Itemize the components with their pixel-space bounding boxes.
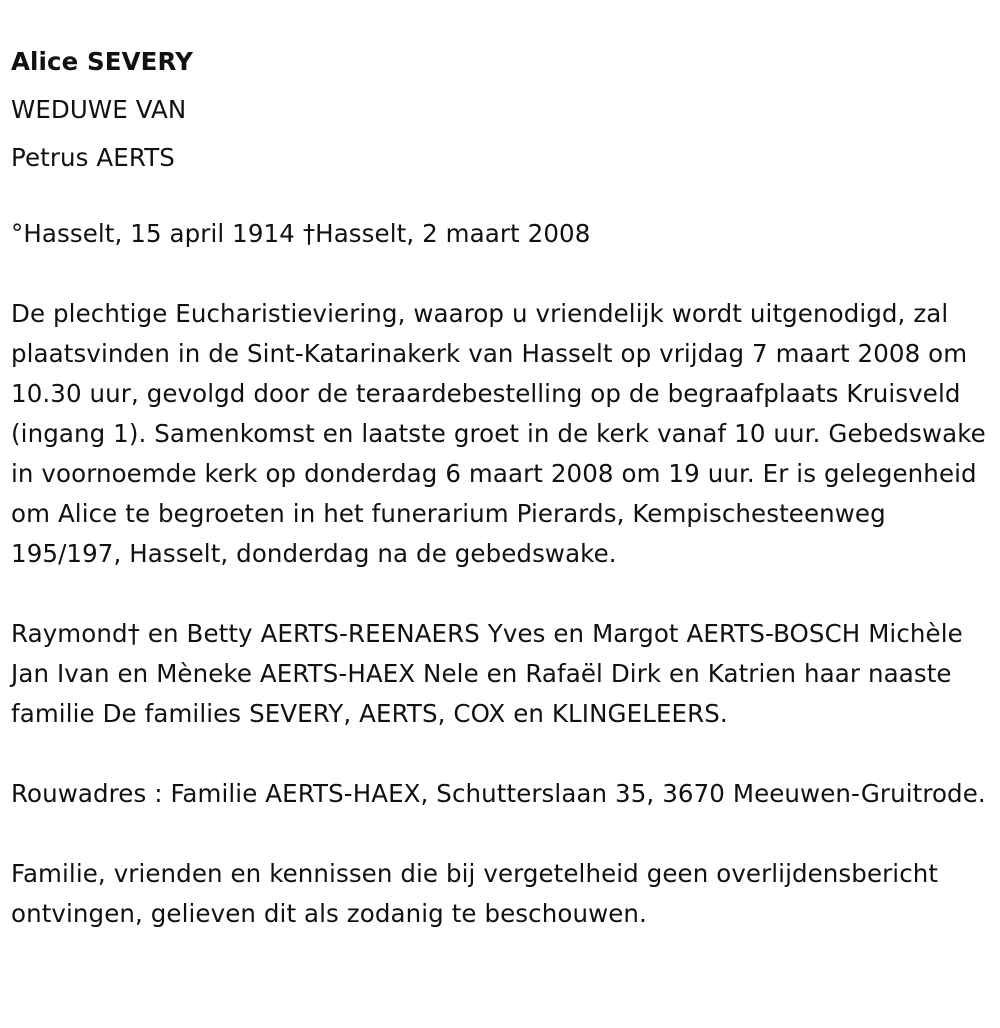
birth-death-dates: °Hasselt, 15 april 1914 †Hasselt, 2 maart 2008 [11,219,591,248]
mourning-address: Rouwadres : Familie AERTS-HAEX, Schutterslaan 35, 3670 Meeuwen-Gruitrode. [11,779,986,808]
deceased-name: Alice SEVERY [11,47,193,76]
closing-paragraph: Familie, vrienden en kennissen die bij vergetelheid geen overlijdensbericht ontvingen, gelieven dit als zodanig te beschouwen. [11,859,939,928]
deceased-name-line [11,38,1000,86]
ceremony-paragraph: De plechtige Eucharistieviering, waarop u vriendelijk wordt uitgenodigd, zal plaatsvinden in de Sint-Katarinakerk van Hasselt op vrijdag 7 maart 2008 om 10.30 uur, gevolgd door de teraardebestelling op de begraafplaats Kruisveld (ingang 1). Samenkomst en laatste groet in de kerk vanaf 10 uur. Gebedswake in voornoemde kerk op donderdag 6 maart 2008 om 19 uur. Er is gelegenheid om Alice te begroeten in het funerarium Pierards, Kempischesteenweg 195/197, Hasselt, donderdag na de gebedswake. [11,299,986,568]
family-paragraph: Raymond† en Betty AERTS-REENAERS Yves en Margot AERTS-BOSCH Michèle Jan Ivan en Mèneke AERTS-HAEX Nele en Rafaël Dirk en Katrien haar naaste familie De families SEVERY, AERTS, COX en KLINGELEERS. [11,619,963,728]
relation-label: WEDUWE VAN [11,95,187,124]
spouse-name: Petrus AERTS [11,143,175,172]
